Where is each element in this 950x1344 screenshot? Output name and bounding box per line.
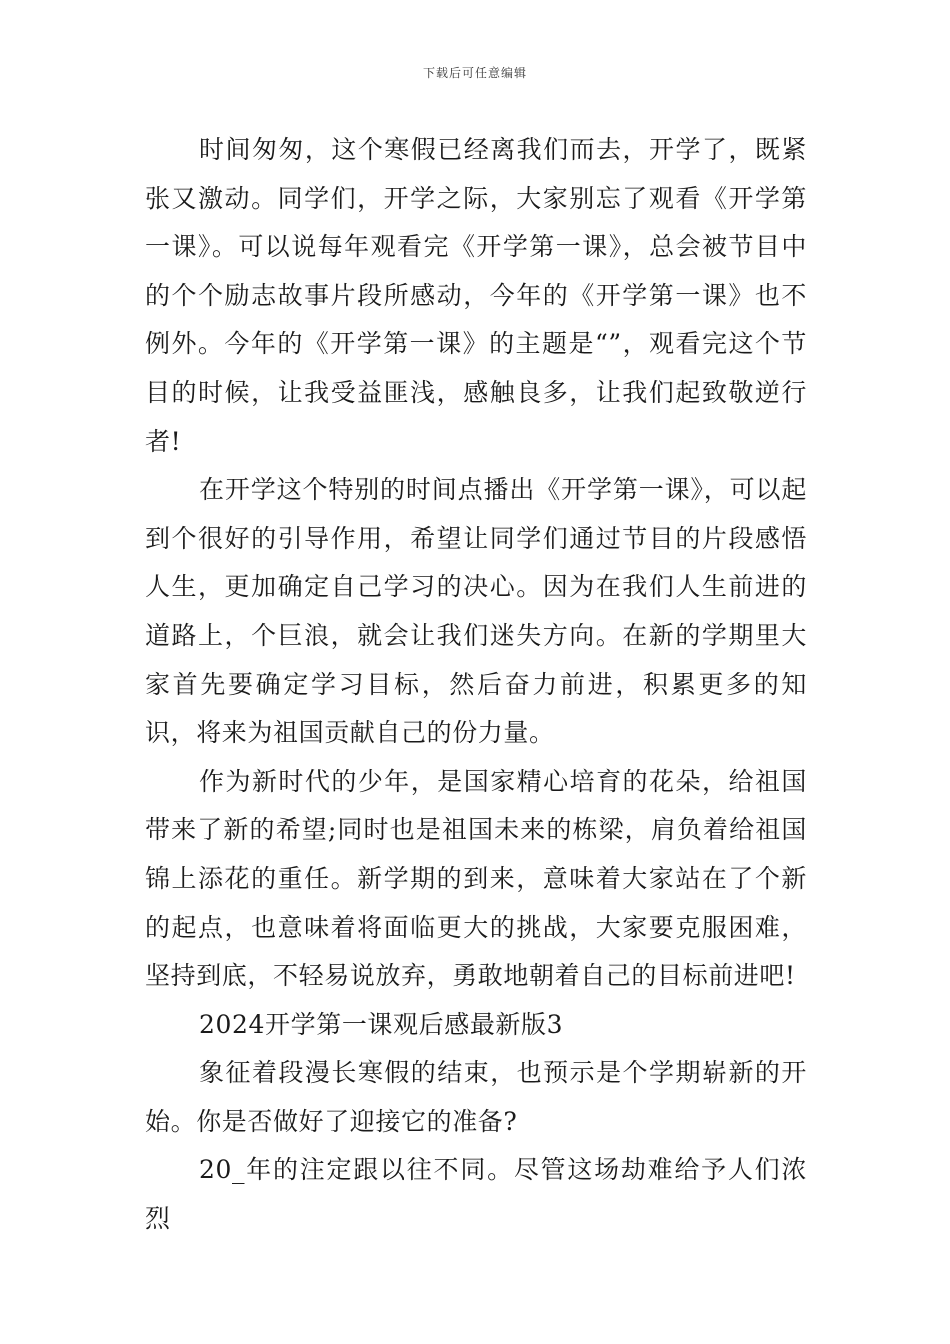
header-note: 下载后可任意编辑 [422,66,527,80]
paragraph-3: 作为新时代的少年，是国家精心培育的花朵，给祖国带来了新的希望;同时也是祖国未来的栋梁，肩负着给祖国锦上添花的重任。新学期的到来，意味着大家站在了个新的起点，也意味着将面临更大的挑战，大家要克服困难，坚持到底，不轻易说放弃，勇敢地朝着自己的目标前进吧! [145,766,807,991]
section-title: 2024开学第一课观后感最新版3 [199,1009,564,1039]
document-body [145,126,807,1244]
paragraph-2: 在开学这个特别的时间点播出《开学第一课》，可以起到个很好的引导作用，希望让同学们通过节目的片段感悟人生，更加确定自己学习的决心。因为在我们人生前进的道路上，个巨浪，就会让我们迷失方向。在新的学期里大家首先要确定学习目标，然后奋力前进，积累更多的知识，将来为祖国贡献自己的份力量。 [145,475,807,748]
paragraph-5: 20_年的注定跟以往不同。尽管这场劫难给予人们浓烈 [145,1155,807,1234]
paragraph-1: 时间匆匆，这个寒假已经离我们而去，开学了，既紧张又激动。同学们，开学之际，大家别忘了观看《开学第一课》。可以说每年观看完《开学第一课》，总会被节目中的个个励志故事片段所感动，今年的《开学第一课》也不例外。今年的《开学第一课》的主题是“”，观看完这个节目的时候，让我受益匪浅，感触良多，让我们起致敬逆行者! [145,135,807,456]
paragraph-4: 象征着段漫长寒假的结束，也预示是个学期崭新的开始。你是否做好了迎接它的准备? [145,1058,807,1136]
